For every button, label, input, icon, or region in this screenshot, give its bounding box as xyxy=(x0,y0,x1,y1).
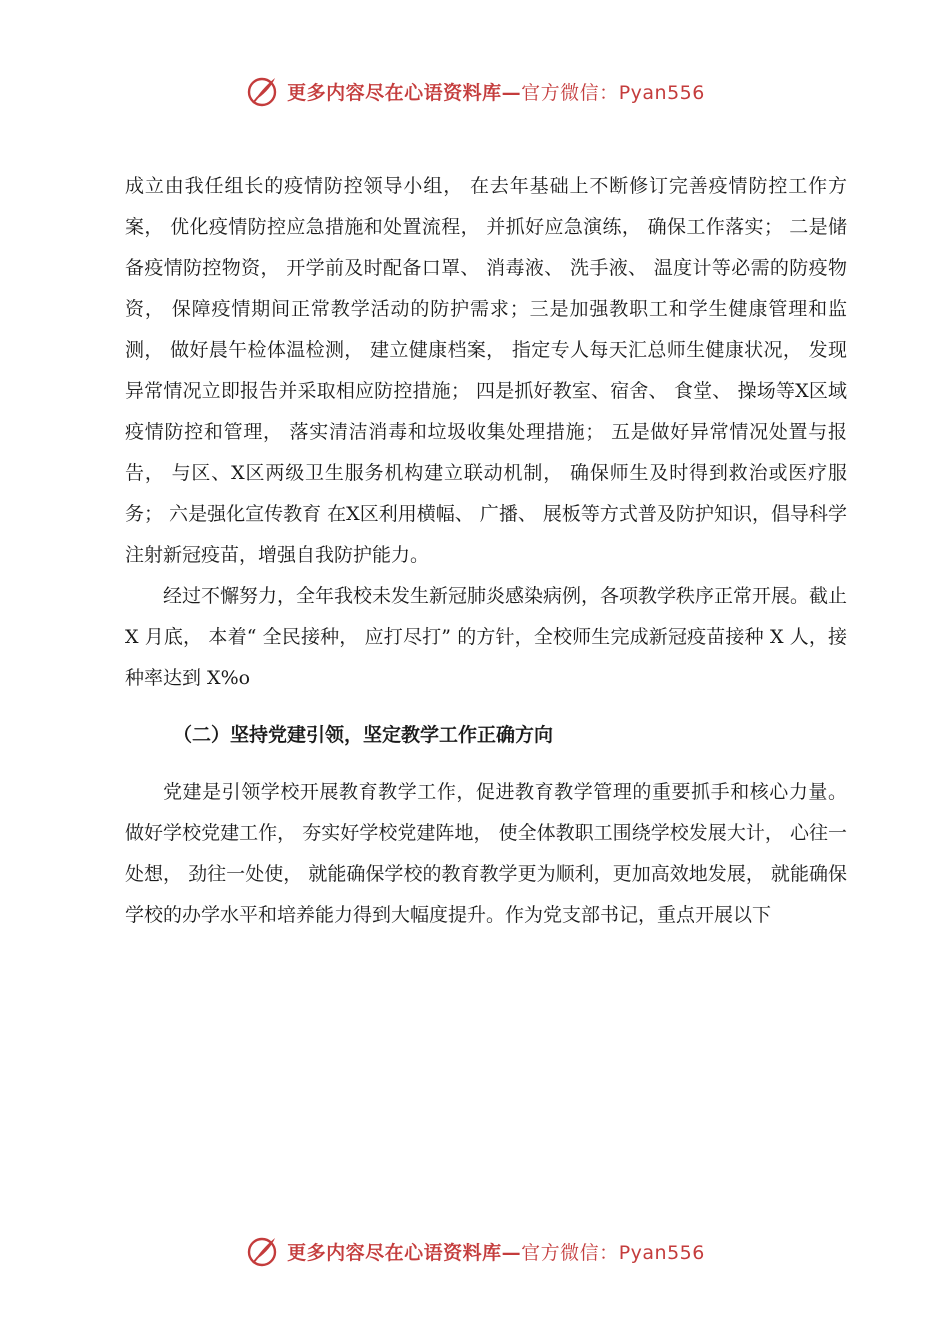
section-heading: （二）坚持党建引领，坚定教学工作正确方向 xyxy=(173,724,554,746)
watermark-site: 更多内容尽在心语资料库— xyxy=(287,1241,522,1264)
watermark-text xyxy=(287,78,705,105)
watermark-wechat-label: 官方微信： xyxy=(521,1241,619,1264)
paragraph-epidemic-results: 经过不懈努力，全年我校未发生新冠肺炎感染病例，各项教学秩序正常开展。截止 X 月底， 本着“ 全民接种， 应打尽打” 的方针，全校师生完成新冠疫苗接种 X 人，接种率达到 X%o xyxy=(125,585,848,689)
watermark-wechat-id: Pyan556 xyxy=(618,1241,705,1264)
header-watermark xyxy=(0,74,950,108)
watermark-text xyxy=(287,1238,705,1265)
quill-logo-icon xyxy=(245,1234,279,1268)
paragraph-epidemic-measures: 成立由我任组长的疫情防控领导小组， 在去年基础上不断修订完善疫情防控工作方案， 优化疫情防控应急措施和处置流程， 并抓好应急演练， 确保工作落实； 二是储备疫情防控物资， 开学前及时配备口罩、 消毒液、 洗手液、 温度计等必需的防疫物资， 保障疫情期间正常教学活动的防护需求；三是加强教职工和学生健康管理和监测， 做好晨午检体温检测， 建立健康档案， 指定专人每天汇总师生健康状况， 发现异常情况立即报告并采取相应防控措施； 四是抓好教室、宿舍、 食堂、 操场等X区域疫情防控和管理， 落实清洁消毒和垃圾收集处理措施； 五是做好异常情况处置与报告， 与区、X区两级卫生服务机构建立联动机制， 确保师生及时得到救治或医疗服务； 六是强化宣传教育 在X区利用横幅、 广播、 展板等方式普及防护知识，倡导科学注射新冠疫苗，增强自我防护能力。 xyxy=(125,175,847,566)
quill-logo-icon xyxy=(245,74,279,108)
watermark-wechat-label: 官方微信： xyxy=(521,81,619,104)
paragraph-party-building: 党建是引领学校开展教育教学工作，促进教育教学管理的重要抓手和核心力量。 做好学校党建工作， 夯实好学校党建阵地， 使全体教职工围绕学校发展大计， 心往一处想， 劲往一处使， 就能确保学校的教育教学更为顺利，更加高效地发展， 就能确保学校的办学水平和培养能力得到大幅度提升。作为党支部书记，重点开展以下 xyxy=(125,781,847,926)
watermark-wechat-id: Pyan556 xyxy=(618,81,705,104)
watermark-site: 更多内容尽在心语资料库— xyxy=(287,81,522,104)
footer-watermark xyxy=(0,1234,950,1268)
document-body xyxy=(125,166,847,936)
